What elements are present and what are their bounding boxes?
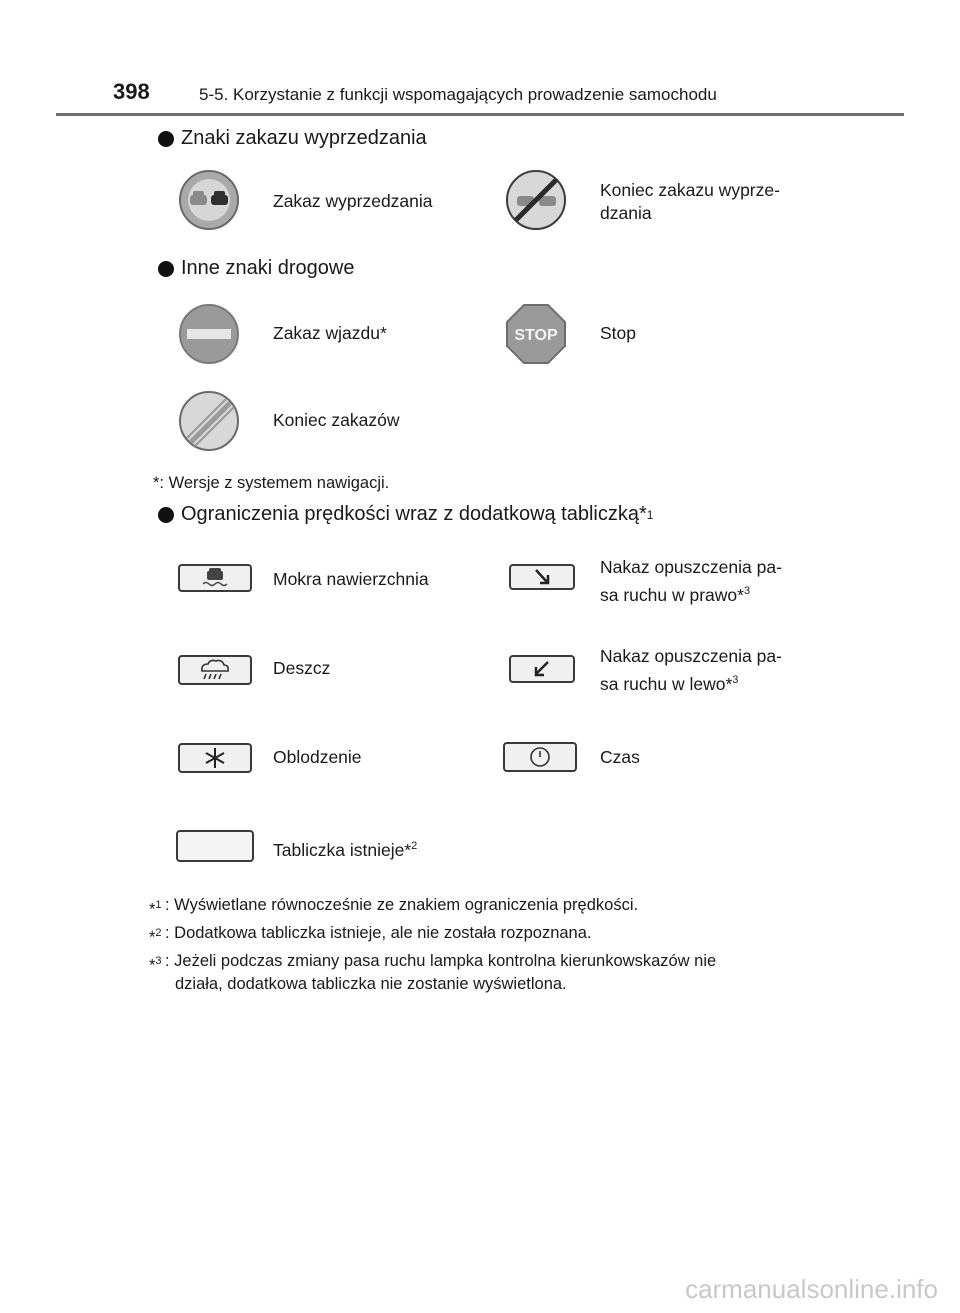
footnote-2: : Dodatkowa tabliczka istnieje, ale nie została rozpoznana. [165, 924, 592, 942]
rain-cloud-plate-icon [178, 655, 252, 685]
sign-label-no-entry: Zakaz wjazdu* [273, 323, 387, 343]
end-of-restrictions-sign-icon [178, 390, 240, 452]
section-heading-text: Ograniczenia prędkości wraz z dodatkową tabliczką* [181, 503, 647, 525]
footnote-2-marker: *$^2$ [149, 927, 162, 947]
footnote-3-marker: *$^3$ [149, 955, 162, 975]
bullet-icon [158, 507, 174, 523]
bullet-icon [158, 131, 174, 147]
header-divider [56, 113, 904, 116]
sign-label-wet-road: Mokra nawierzchnia [273, 569, 429, 589]
sign-label-end-no-overtaking-2: dzania [600, 203, 652, 223]
section-heading-other [158, 257, 354, 280]
no-entry-sign-icon [178, 303, 240, 365]
section-heading-sup: 1 [646, 507, 654, 522]
arrow-down-right-plate-icon [509, 564, 575, 590]
section-heading-overtaking [158, 127, 427, 150]
sign-label-end-no-overtaking-1: Koniec zakazu wyprze- [600, 180, 780, 200]
stop-sign-icon [505, 303, 567, 365]
section-heading-text: Inne znaki drogowe [181, 257, 355, 279]
footnote-navigation: *: Wersje z systemem nawigacji. [153, 474, 390, 492]
sign-label-plate-exists: Tabliczka istnieje*$^2$ [273, 839, 418, 860]
sign-label-exit-left-1: Nakaz opuszczenia pa- [600, 646, 782, 666]
blank-plate-icon [176, 830, 254, 862]
footnote-1: : Wyświetlane równocześnie ze znakiem ograniczenia prędkości. [165, 896, 639, 914]
footnote-1-marker: *$^1$ [149, 899, 162, 919]
watermark: carmanualsonline.info [685, 1274, 938, 1304]
stop-sign-text: STOP [514, 327, 558, 344]
no-overtaking-sign-icon [178, 169, 240, 231]
arrow-down-left-plate-icon [509, 655, 575, 683]
page-number: 398 [113, 79, 150, 104]
sign-label-time: Czas [600, 747, 640, 767]
sign-label-exit-left-2: sa ruchu w lewo*$^3$ [600, 673, 739, 694]
footnote-3-line-2: działa, dodatkowa tabliczka nie zostanie wyświetlona. [175, 975, 567, 993]
sign-label-icing: Oblodzenie [273, 747, 362, 767]
header-title: 5-5. Korzystanie z funkcji wspomagających prowadzenie samochodu [199, 85, 717, 104]
snowflake-plate-icon [178, 743, 252, 773]
footnote-3-line-1: : Jeżeli podczas zmiany pasa ruchu lampka kontrolna kierunkowskazów nie [165, 952, 717, 970]
section-heading-text: Znaki zakazu wyprzedzania [181, 127, 427, 149]
bullet-icon [158, 261, 174, 277]
sign-label-no-overtaking: Zakaz wyprzedzania [273, 191, 433, 211]
wet-road-plate-icon [178, 564, 252, 592]
sign-label-exit-right-1: Nakaz opuszczenia pa- [600, 557, 782, 577]
clock-plate-icon [503, 742, 577, 772]
sign-label-rain: Deszcz [273, 658, 331, 678]
section-heading-speed [158, 503, 653, 526]
end-no-overtaking-sign-icon [505, 169, 567, 231]
sign-label-end-restrictions: Koniec zakazów [273, 410, 400, 430]
sign-label-exit-right-2: sa ruchu w prawo*$^3$ [600, 584, 751, 605]
sign-label-stop: Stop [600, 323, 636, 343]
